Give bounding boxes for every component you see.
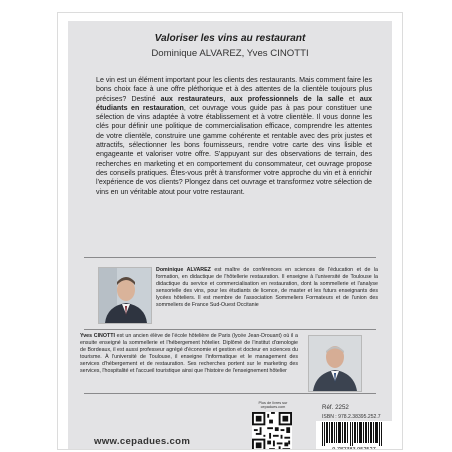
author-bio-alvarez: [156, 267, 378, 310]
barcode-icon: [316, 421, 392, 450]
isbn-number: ISBN : 978.2.38395.252.7: [322, 414, 381, 420]
author-photo-cinotti: [308, 335, 362, 392]
summary-highlight: aux restaurateurs: [160, 94, 224, 103]
cover-panel: [68, 21, 392, 452]
qr-label: Plus de livres sur cepadues.com: [258, 401, 288, 410]
author-bio-text: est un ancien élève de l'école hôtelière de Paris (lycée Jean-Drouant) où il a ensuite enseigné la sommellerie et l'hébergement hôtelier. Diplômé de l'institut d'œnologie de Bordeaux, il est aussi professeur agrégé d'économie et gestion et docteur en sciences du tourisme. À l'université de Toulouse, il enseigne l'informatique et le management des services d'hébergement et de restauration. Ses recherches portent sur le marketing des services, l'hospitalité et l'accueil touristique ainsi que l'histoire de l'enseignement hôtelier: [80, 333, 298, 375]
divider: [84, 329, 376, 330]
author-bio-cinotti: [80, 333, 298, 376]
book-title: Valoriser les vins au restaurant: [154, 33, 306, 44]
barcode-digits: 9 782383 952527: [332, 447, 376, 452]
book-back-cover: [57, 12, 403, 450]
publisher-website[interactable]: www.cepadues.com: [94, 436, 191, 447]
divider: [84, 393, 376, 394]
author-name: Yves CINOTTI: [80, 333, 115, 339]
portrait-image: [309, 336, 361, 391]
book-summary: [96, 76, 372, 197]
summary-text: Le vin est un élément important pour les clients des restaurants. Mais comment faire les bons choix face à une offre pléthorique et à des attentes de la clientèle toujours plus précises? Destiné: [96, 76, 372, 103]
summary-highlight: aux professionnels de la salle: [230, 94, 344, 103]
author-name: Dominique ALVAREZ: [156, 267, 211, 273]
book-authors: Dominique ALVAREZ, Yves CINOTTI: [151, 48, 309, 59]
summary-text: et: [343, 94, 360, 103]
summary-highlight: aux étudiants en restauration: [96, 94, 372, 112]
summary-text: , cet ouvrage vous guide pas à pas pour constituer une sélection de vins adaptée à votre établissement et à votre clientèle. Il vous donne les clés pour définir une politique de commercialisation efficace, comprendre les attentes de votre clientèle, construire une gamme cohérente et rentable avec des prix justes et attractifs, sélectionner les bons fournisseurs, rendre votre carte des vins lisible et engageante et valoriser votre offre. S'appuyant sur des observations de terrain, des recherches en marketing et en comportement du consommateur, cet ouvrage propose des conseils pratiques. Êtes-vous prêt à transformer votre approche du vin et à enrichir l'expérience de vos clients? Plongez dans cet ouvrage et transformez votre sélection de vins en un véritable atout pour votre restaurant.: [96, 103, 373, 196]
qr-code-icon[interactable]: [252, 412, 292, 450]
author-photo-alvarez: [98, 267, 152, 324]
author-bio-text: est maître de conférences en sciences de l'éducation et de la formation, en didactique de l'hôtellerie restauration. Il enseigne à l'université de Toulouse la didactique du service et commercialisation en restauration, dont la sommellerie et l'analyse sensorielle des vins, pour les étudiants de licence, de master et les futurs enseignants des lycées hôteliers. Il est membre de l'association Sommeliers Formateurs et de l'union des sommeliers de France Sud-Ouest Occitanie: [156, 267, 379, 309]
divider: [84, 257, 376, 258]
reference-number: Réf. 2252: [322, 404, 349, 411]
portrait-image: [99, 268, 151, 323]
summary-text: ,: [223, 94, 231, 103]
qr-block: [252, 401, 294, 450]
